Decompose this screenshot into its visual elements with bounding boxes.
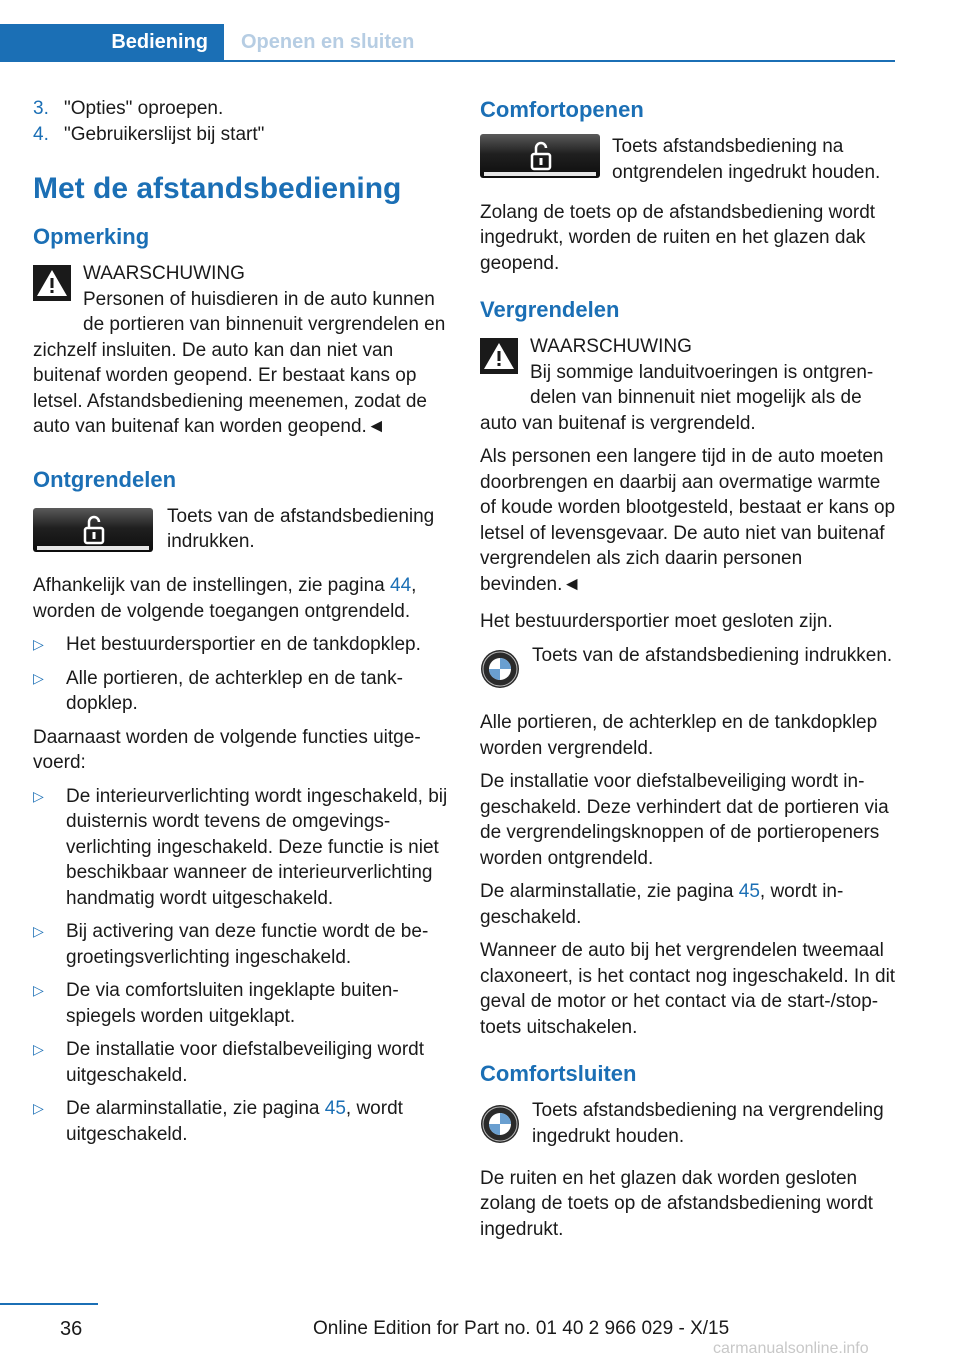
tab-openen-en-sluiten[interactable]: Openen en sluiten	[241, 31, 415, 53]
step-number: 4.	[33, 123, 49, 145]
bullet-triangle-icon: ▷	[33, 982, 44, 998]
heading-vergrendelen: Vergrendelen	[480, 297, 620, 322]
edition-text: Online Edition for Part no. 01 40 2 966 029 - X/15	[313, 1318, 730, 1339]
warning-text: Personen of huisdieren in de auto kunnen de portieren van binnenuit vergrendelen en zichzelf insluiten. De auto kan dan niet van buitenaf worden geopend. Er bestaat kans op letsel. Afstandsbediening meenemen, zodat de auto van buitenaf kan worden geopend.◄	[33, 288, 446, 437]
list-item	[33, 1037, 451, 1088]
bullet-triangle-icon: ▷	[33, 669, 44, 686]
heading-comfortsluiten: Comfortsluiten	[480, 1061, 637, 1086]
text: , worden de volgende toegangen ontgrendeld.	[33, 575, 417, 622]
step-item	[33, 122, 451, 148]
list-item	[33, 919, 451, 970]
warning-text-continued: Als personen een langere tijd in de auto moeten doorbrengen en daarbij aan overmatige warmte of koude worden blootgesteld, bestaat er kans op letsel of levensgevaar. De auto niet van buitenaf vergrendelen als zich daarin personen bevinden.◄	[480, 446, 896, 595]
paragraph: Alle portieren, de achterklep en de tankdopklep worden vergrendeld.	[480, 712, 878, 759]
unlock-key-icon	[480, 134, 600, 186]
header-divider	[0, 60, 895, 62]
tab-bediening[interactable]: Bediening	[0, 24, 224, 61]
bullet-triangle-icon: ▷	[33, 636, 44, 652]
list-item-text: Alle portieren, de achterklep en de tankdopklep.	[66, 667, 403, 714]
paragraph: Zolang de toets op de afstandsbediening wordt ingedrukt, worden de ruiten en het glazen dak geopend.	[480, 201, 876, 274]
text: Afhankelijk van de instellingen, zie pagina	[33, 575, 391, 596]
step-number: 3.	[33, 98, 49, 119]
section-title: Met de afstandsbediening	[33, 172, 402, 205]
instruction-text: Toets van de afstandsbediening indrukken.	[532, 644, 893, 666]
unlock-key-icon	[33, 508, 153, 560]
instruction-text: Toets afstandsbediening na ontgrendelen ingedrukt houden.	[612, 136, 881, 183]
left-column	[33, 96, 451, 1155]
step-text: "Gebruikerslijst bij start"	[64, 123, 265, 145]
icon-instruction	[33, 504, 451, 564]
bullet-triangle-icon: ▷	[33, 923, 44, 939]
heading-comfortopenen: Comfortopenen	[480, 97, 644, 122]
warning-triangle-icon	[33, 265, 71, 309]
list-item	[33, 784, 451, 912]
text: De alarminstallatie, zie pagina	[66, 1098, 325, 1119]
footer-divider	[0, 1303, 98, 1305]
page-link-44[interactable]: 44	[390, 575, 412, 596]
bmw-logo-icon	[480, 649, 520, 697]
list-item-text: Bij activering van deze functie wordt de begroetingsverlichting ingeschakeld.	[66, 921, 429, 968]
bullet-triangle-icon: ▷	[33, 1100, 44, 1116]
warning-label: WAARSCHUWING	[83, 263, 245, 284]
list-item-text	[66, 1096, 451, 1147]
paragraph: Daarnaast worden de volgende functies uitgevoerd:	[33, 726, 421, 773]
page-link-45[interactable]: 45	[324, 1098, 346, 1119]
list-item-text: De interieurverlichting wordt ingeschakeld, bij duisternis wordt tevens de omgevingsverlichting ingeschakeld. Deze functie is niet beschikbaar wanneer de interieurverlichting handmatig wordt uitgeschakeld.	[66, 785, 448, 909]
watermark: carmanualsonline.info	[713, 1340, 869, 1357]
paragraph	[33, 573, 451, 624]
warning-text: Bij sommige landuitvoeringen is ontgrendelen van binnenuit niet mogelijk als de auto van buitenaf is vergrendeld.	[480, 361, 874, 434]
text: , wordt uitgeschakeld.	[66, 1098, 403, 1145]
warning-triangle-icon	[480, 338, 518, 382]
heading-opmerking: Opmerking	[33, 224, 150, 249]
icon-instruction	[480, 1098, 898, 1156]
icon-instruction	[480, 134, 898, 190]
warning-label: WAARSCHUWING	[530, 336, 692, 357]
bmw-logo-icon	[480, 1104, 520, 1152]
bullet-triangle-icon: ▷	[33, 787, 44, 804]
warning-block	[480, 334, 898, 436]
warning-block	[33, 261, 451, 440]
list-item	[33, 632, 451, 658]
paragraph: Wanneer de auto bij het vergrendelen tweemaal claxoneert, is het contact nog ingeschakeld. In dit geval de motor or het contact via de start-/stop-toets uitschakelen.	[480, 940, 896, 1038]
instruction-text: Toets afstandsbediening na vergrendeling ingedrukt houden.	[532, 1100, 884, 1147]
list-item	[33, 666, 451, 717]
paragraph	[480, 879, 898, 930]
icon-instruction	[480, 643, 898, 701]
step-text: "Opties" oproepen.	[64, 98, 224, 119]
text: De alarminstallatie, zie pagina	[480, 881, 739, 902]
list-item-text: Het bestuurdersportier en de tankdopklep.	[66, 634, 421, 655]
bullet-triangle-icon: ▷	[33, 1041, 44, 1057]
page-link-45[interactable]: 45	[738, 881, 760, 902]
list-item	[33, 1096, 451, 1147]
page-header	[0, 0, 895, 62]
paragraph: De installatie voor diefstalbeveiliging wordt ingeschakeld. Deze verhindert dat de portieren via de vergrendelingsknoppen of de portieropeners worden ontgrendeld.	[480, 771, 889, 869]
instruction-text: Toets van de afstandsbediening indrukken.	[167, 505, 435, 552]
right-column	[480, 96, 898, 1250]
list-item-text: De via comfortsluiten ingeklapte buitenspiegels worden uitgeklapt.	[66, 980, 399, 1027]
list-item	[33, 978, 451, 1029]
list-item-text: De installatie voor diefstalbeveiliging wordt uitgeschakeld.	[66, 1039, 425, 1086]
text: , wordt ingeschakeld.	[480, 881, 844, 928]
paragraph: De ruiten en het glazen dak worden gesloten zolang de toets op de afstandsbediening wordt ingedrukt.	[480, 1167, 873, 1240]
paragraph: Het bestuurdersportier moet gesloten zijn.	[480, 611, 833, 632]
page-number: 36	[60, 1318, 83, 1340]
step-item	[33, 96, 451, 122]
heading-ontgrendelen: Ontgrendelen	[33, 466, 177, 492]
